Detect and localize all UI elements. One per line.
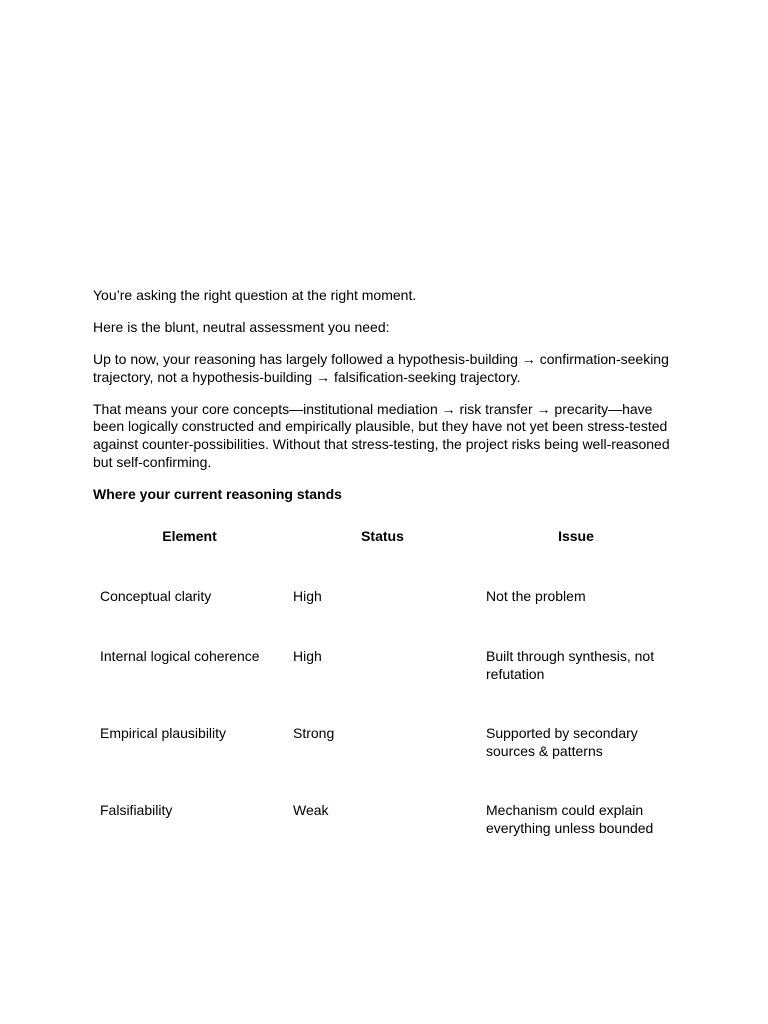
table-row <box>93 588 673 648</box>
column-header-element: Element <box>162 528 217 545</box>
table-cell-status: High <box>293 588 322 605</box>
table-cell-issue: Not the problem <box>486 588 586 605</box>
table-cell-element: Empirical plausibility <box>100 725 227 742</box>
core-concepts-paragraph: That means your core concepts—institutional mediation → risk transfer → precarity—have been logically constructed and empirically plausible, but they have not yet been stress-tested against counter-possibilities. Without that stress-testing, the project risks being well-reasoned but self-confirming. <box>93 400 670 470</box>
trajectory-paragraph: Up to now, your reasoning has largely followed a hypothesis-building → confirmation-seeking trajectory, not a hypothesis-building → falsification-seeking trajectory. <box>93 351 669 385</box>
table-row <box>93 802 673 837</box>
column-header-status: Status <box>361 528 404 545</box>
table-cell-issue: Supported by secondary sources & patterns <box>486 725 638 759</box>
assessment-table <box>93 528 673 837</box>
table-cell-status: Strong <box>293 725 335 742</box>
intro-paragraph: You’re asking the right question at the right moment. <box>93 287 417 303</box>
section-heading: Where your current reasoning stands <box>93 485 342 502</box>
assessment-lead-paragraph: Here is the blunt, neutral assessment you need: <box>93 319 390 336</box>
table-row <box>93 725 673 802</box>
table-cell-element: Internal logical coherence <box>100 647 260 664</box>
table-cell-status: Weak <box>293 802 329 819</box>
table-row <box>93 648 673 725</box>
table-cell-element: Falsifiability <box>100 802 173 819</box>
document-body <box>93 287 683 838</box>
table-cell-issue: Built through synthesis, not refutation <box>486 647 655 682</box>
table-cell-issue: Mechanism could explain everything unless bounded <box>486 802 654 836</box>
column-header-issue: Issue <box>558 528 594 545</box>
table-cell-element: Conceptual clarity <box>100 588 212 605</box>
table-header-row <box>93 528 673 588</box>
table-cell-status: High <box>293 647 322 664</box>
